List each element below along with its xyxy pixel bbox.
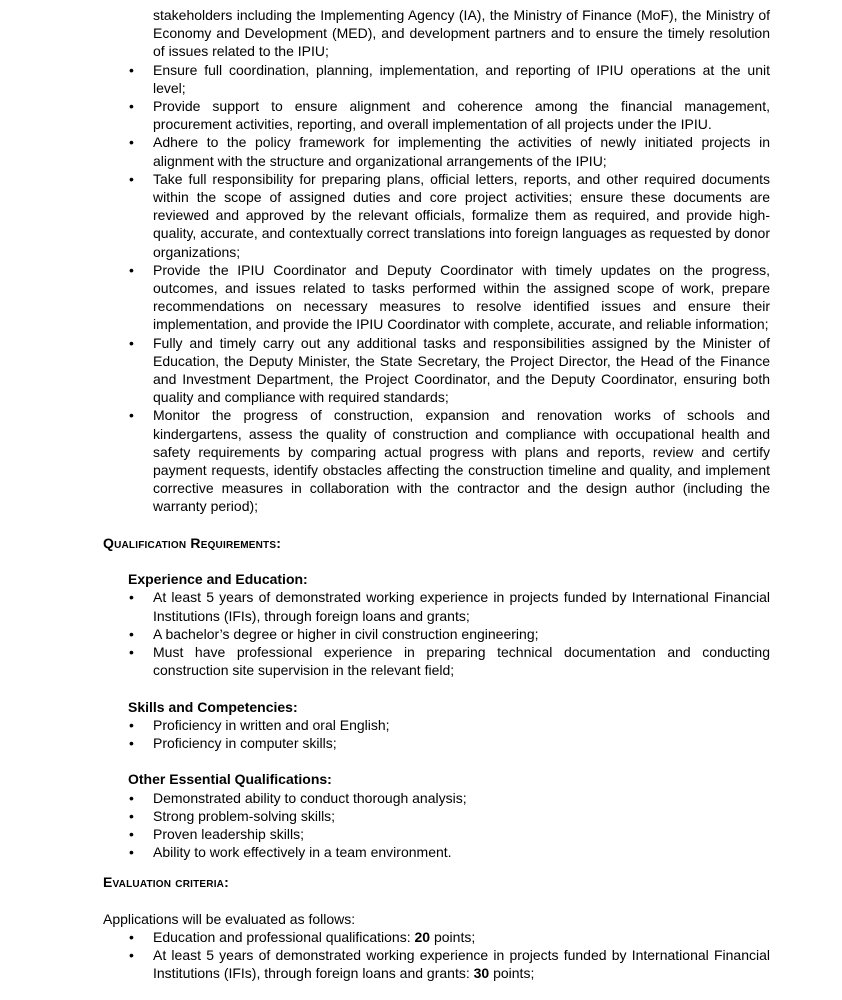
evaluation-item-points: 20 (414, 929, 431, 946)
experience-education-list (103, 588, 770, 679)
responsibilities-continuation-paragraph: stakeholders including the Implementing Agency (IA), the Ministry of Finance (MoF), the Ministry of Economy and Development (MED), and development partners and to ensure the timely resolution of issues related to the IPIU; (153, 7, 770, 60)
experience-education-heading: Experience and Education: (128, 571, 308, 588)
experience-item: • A bachelor’s degree or higher in civil construction engineering; (153, 625, 770, 643)
skills-item: • Proficiency in computer skills; (153, 734, 770, 752)
evaluation-item-text: At least 5 years of demonstrated working experience in projects funded by International Financial Institutions (IFIs), through foreign loans and grants: (153, 947, 770, 982)
other-qualifications-heading: Other Essential Qualifications: (128, 771, 332, 788)
skills-competencies-list (103, 716, 770, 752)
skills-competencies-heading: Skills and Competencies: (128, 698, 298, 715)
experience-item: • At least 5 years of demonstrated working experience in projects funded by International Financial Institutions (IFIs), through foreign loans and grants; (153, 588, 770, 624)
evaluation-intro-paragraph: Applications will be evaluated as follows: (103, 910, 356, 927)
responsibility-item: • Adhere to the policy framework for implementing the activities of newly initiated projects in alignment with the structure and organizational arrangements of the IPIU; (153, 133, 770, 169)
evaluation-item (153, 946, 770, 982)
other-qualification-item: • Demonstrated ability to conduct thorough analysis; (153, 789, 770, 807)
qualification-requirements-heading: Qualification Requirements: (103, 534, 282, 551)
evaluation-item-points: 30 (473, 965, 490, 982)
other-qualification-item: • Ability to work effectively in a team environment. (153, 843, 770, 861)
skills-item: • Proficiency in written and oral English; (153, 716, 770, 734)
evaluation-criteria-heading: Evaluation criteria: (103, 874, 229, 891)
responsibility-item: • Provide the IPIU Coordinator and Deputy Coordinator with timely updates on the progress, outcomes, and issues related to tasks performed within the assigned scope of work, prepare recommendations on necessary measures to resolve identified issues and ensure their implementation, and provide the IPIU Coordinator with complete, accurate, and reliable information; (153, 261, 770, 334)
evaluation-item (153, 928, 770, 946)
responsibility-item: • Ensure full coordination, planning, implementation, and reporting of IPIU operations at the unit level; (153, 61, 770, 97)
other-qualification-item: • Proven leadership skills; (153, 825, 770, 843)
responsibility-item: • Fully and timely carry out any additional tasks and responsibilities assigned by the Minister of Education, the Deputy Minister, the State Secretary, the Project Director, the Head of the Finance and Investment Department, the Project Coordinator, and the Deputy Coordinator, ensuring both quality and compliance with required standards; (153, 334, 770, 407)
responsibility-item: • Take full responsibility for preparing plans, official letters, reports, and other required documents within the scope of assigned duties and core project activities; ensure these documents are reviewed and approved by the relevant officials, formalize them as required, and provide high-quality, accurate, and contextually correct translations into foreign languages as requested by donor organizations; (153, 170, 770, 261)
responsibilities-list (103, 61, 770, 516)
evaluation-item-text: Education and professional qualifications: (153, 929, 415, 946)
evaluation-item-text: points; (489, 965, 535, 982)
other-qualification-item: • Strong problem-solving skills; (153, 807, 770, 825)
evaluation-criteria-list (103, 928, 770, 983)
responsibility-item: • Provide support to ensure alignment and coherence among the financial management, procurement activities, reporting, and overall implementation of all projects under the IPIU. (153, 97, 770, 133)
other-qualifications-list (103, 789, 770, 862)
responsibility-item: • Monitor the progress of construction, expansion and renovation works of schools and kindergartens, assess the quality of construction and compliance with occupational health and safety requirements by comparing actual progress with plans and reports, review and certify payment requests, identify obstacles affecting the construction timeline and quality, and implement corrective measures in collaboration with the contractor and the design author (including the warranty period); (153, 406, 770, 515)
experience-item: • Must have professional experience in preparing technical documentation and conducting construction site supervision in the relevant field; (153, 643, 770, 679)
evaluation-item-text: points; (430, 929, 476, 946)
